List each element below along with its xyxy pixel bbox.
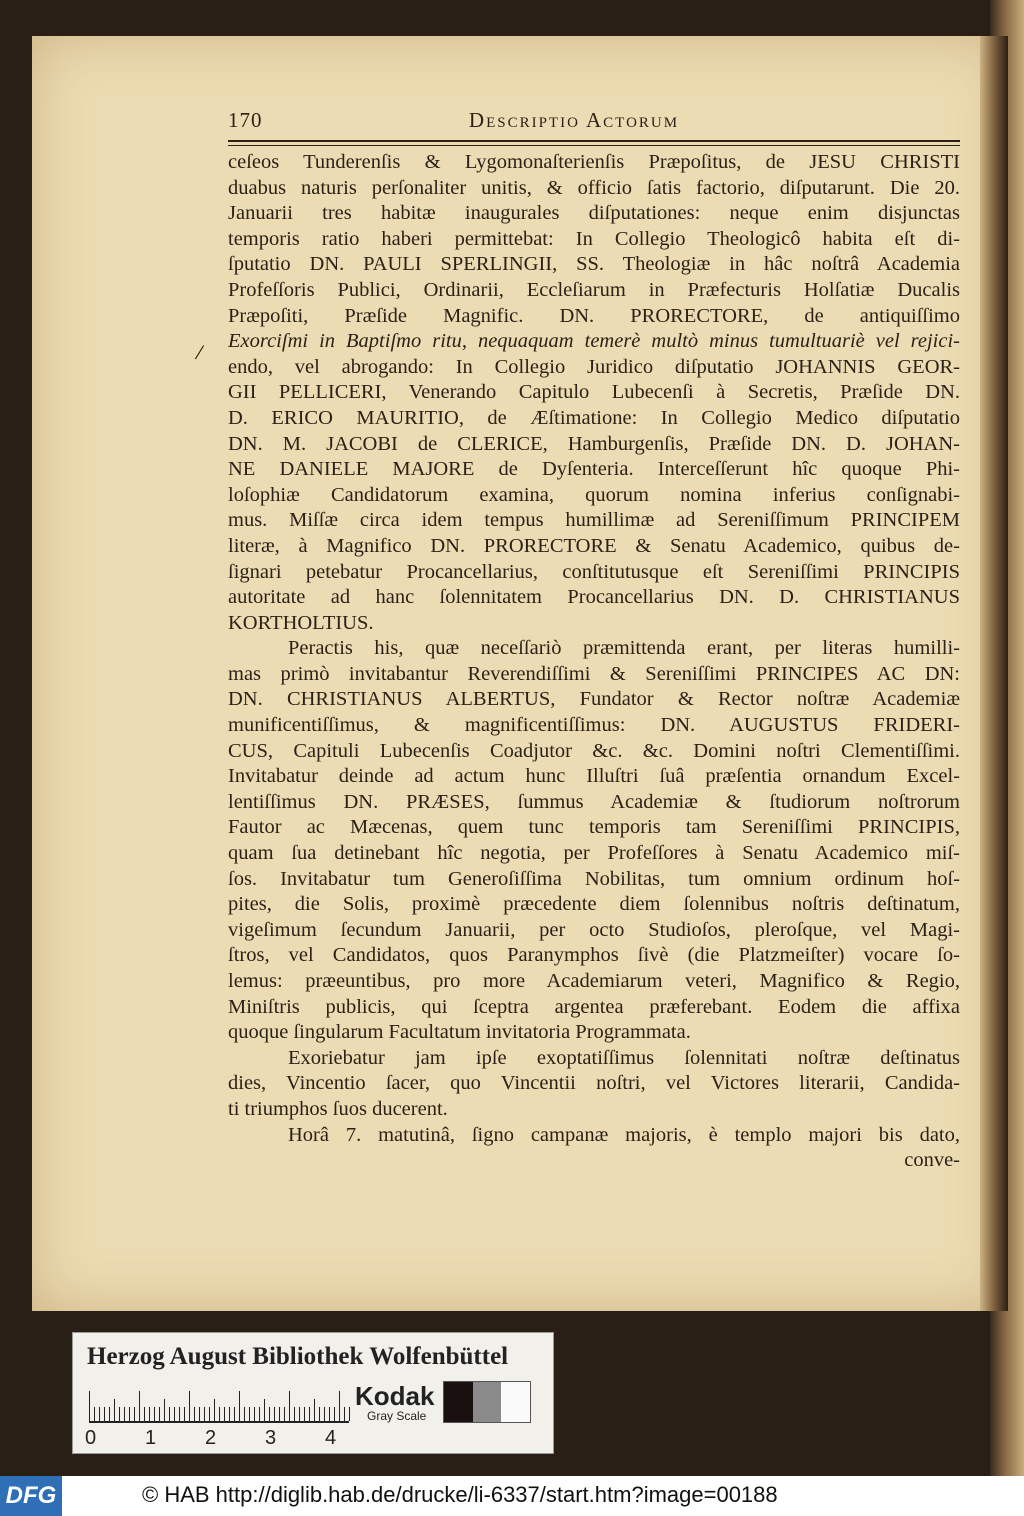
text-line: DN. CHRISTIANUS ALBERTUS, Fundator & Rector noſtræ Academiæ xyxy=(228,688,960,711)
gray-patch-mid xyxy=(473,1382,502,1422)
ruler-tick xyxy=(104,1407,105,1421)
ruler-tick xyxy=(199,1407,200,1421)
text-line: lemus: præeuntibus, pro more Academiarum veteri, Magnifico & Regio, xyxy=(228,970,960,992)
text-line: Exoriebatur jam ipſe exoptatiſſimus ſolennitati noſtræ deſtinatus xyxy=(288,1046,960,1069)
ruler-tick xyxy=(294,1407,295,1421)
ruler-tick xyxy=(114,1399,115,1421)
scale-ruler xyxy=(89,1389,349,1423)
ruler-number: 0 xyxy=(85,1427,97,1449)
text-line: quoque ſingularum Facultatum invitatoria Programmata. xyxy=(228,1021,691,1044)
ruler-tick xyxy=(259,1407,260,1421)
ruler-tick xyxy=(159,1407,160,1421)
text-line: munificentiſſimus, & magnificentiſſimus: DN. AUGUSTUS FRIDERI- xyxy=(228,714,960,737)
text-line: ſputatio DN. PAULI SPERLINGII, SS. Theologiæ in hâc noſtrâ Academia xyxy=(228,253,960,276)
credit-link[interactable]: © HAB http://diglib.hab.de/drucke/li-6337/start.htm?image=00188 xyxy=(142,1482,778,1507)
page-number: 170 xyxy=(228,108,263,132)
ruler-tick xyxy=(314,1399,315,1421)
text-line: conve- xyxy=(904,1149,960,1172)
running-head-title: Descriptio Actorum xyxy=(468,108,680,132)
text-line: Exorciſmi in Baptiſmo ritu, nequaquam temerè multò minus tumultuariè vel rejici- xyxy=(228,330,960,353)
ruler-number: 2 xyxy=(205,1427,217,1449)
ruler-tick xyxy=(269,1407,270,1421)
library-name: Herzog August Bibliothek Wolfenbüttel xyxy=(87,1343,509,1370)
color-target-card xyxy=(72,1332,554,1454)
text-line: quam ſua detinebant hîc negotia, per Profeſſores à Senatu Academico miſ- xyxy=(228,842,960,865)
gray-patches xyxy=(443,1381,531,1423)
text-line: mus. Miſſæ circa idem tempus humillimæ ad Sereniſſimum PRINCIPEM xyxy=(228,509,960,532)
text-lines xyxy=(228,150,960,1174)
ruler-tick xyxy=(134,1407,135,1421)
ruler-number: 1 xyxy=(145,1427,157,1449)
ruler-tick xyxy=(344,1407,345,1421)
kodak-logo: Kodak xyxy=(355,1381,435,1411)
ruler-tick xyxy=(309,1407,310,1421)
ruler-tick xyxy=(174,1407,175,1421)
ruler-tick xyxy=(254,1407,255,1421)
ruler-tick xyxy=(324,1407,325,1421)
ruler-tick xyxy=(329,1407,330,1421)
text-line: DN. M. JACOBI de CLERICE, Hamburgenſis, Præſide DN. D. JOHAN- xyxy=(228,432,960,455)
text-line: Peractis his, quæ neceſſariò præmittenda erant, per literas humilli- xyxy=(288,637,960,660)
text-line: pites, die Solis, proximè præcedente diem ſolennibus noſtris deſtinatum, xyxy=(228,893,960,916)
ruler-tick xyxy=(179,1407,180,1421)
ruler-tick xyxy=(279,1407,280,1421)
page-gutter xyxy=(980,36,1008,1311)
text-line: Horâ 7. matutinâ, ſigno campanæ majoris, è templo majori bis dato, xyxy=(288,1123,960,1146)
gray-patch-black xyxy=(444,1382,473,1422)
ruler-tick xyxy=(249,1407,250,1421)
text-line: KORTHOLTIUS. xyxy=(228,611,374,634)
footer-bar xyxy=(0,1476,1024,1516)
ruler-tick xyxy=(209,1407,210,1421)
ruler-tick xyxy=(154,1407,155,1421)
ruler-tick xyxy=(334,1407,335,1421)
ruler-tick xyxy=(219,1407,220,1421)
text-line: literæ, à Magnifico DN. PRORECTORE & Senatu Academico, quibus de- xyxy=(228,534,960,557)
ruler-tick xyxy=(144,1407,145,1421)
ruler-tick xyxy=(349,1407,350,1421)
ruler-tick xyxy=(109,1407,110,1421)
ruler-tick xyxy=(189,1391,190,1421)
ruler-number: 4 xyxy=(325,1427,337,1449)
text-line: ſtros, vel Candidatos, quos Paranymphos ſivè (die Platzmeiſter) vocare ſo- xyxy=(228,944,960,967)
text-line: ſos. Invitabatur tum Generoſiſſima Nobilitas, tum omnium ordinum hoſ- xyxy=(228,867,960,890)
ruler-tick xyxy=(229,1407,230,1421)
text-line: temporis ratio haberi permittebat: In Collegio Theologicô habita eſt di- xyxy=(228,227,960,250)
text-line: Invitabatur deinde ad actum hunc Illuſtri ſuâ præſentia ornandum Excel- xyxy=(228,765,960,788)
gray-scale-label: Gray Scale xyxy=(367,1409,427,1423)
ruler-tick xyxy=(124,1407,125,1421)
ruler-numbers xyxy=(85,1427,365,1449)
text-line: Januarii tres habitæ inaugurales diſputationes: neque enim disjunctas xyxy=(228,202,960,225)
dfg-logo: DFG xyxy=(0,1476,62,1516)
text-line: CUS, Capituli Lubecenſis Coadjutor &c. &c. Domini noſtri Clementiſſimi. xyxy=(228,739,960,762)
ruler-tick xyxy=(339,1391,340,1421)
text-line: ſignari petebatur Procancellarius, conſtitutusque eſt Sereniſſimi PRINCIPIS xyxy=(228,560,960,583)
text-line: endo, vel abrogando: In Collegio Juridico diſputatio JOHANNIS GEOR- xyxy=(228,355,960,378)
ruler-tick xyxy=(89,1391,90,1421)
head-rule xyxy=(228,140,960,146)
ruler-tick xyxy=(139,1391,140,1421)
ruler-tick xyxy=(99,1407,100,1421)
running-head xyxy=(228,108,960,138)
ruler-tick xyxy=(184,1407,185,1421)
ruler-tick xyxy=(129,1407,130,1421)
ruler-tick xyxy=(169,1407,170,1421)
text-line: dies, Vincentio ſacer, quo Vincentii noſtri, vel Victores literarii, Candida- xyxy=(228,1072,960,1095)
text-line: Profeſſoris Publici, Ordinarii, Eccleſiarum in Præfecturis Holſatiæ Ducalis xyxy=(228,278,960,301)
ruler-number: 3 xyxy=(265,1427,277,1449)
text-line: autoritate ad hanc ſolennitatem Procancellarius DN. D. CHRISTIANUS xyxy=(228,586,960,609)
text-line: ti triumphos ſuos ducerent. xyxy=(228,1097,448,1120)
ruler-tick xyxy=(234,1407,235,1421)
ruler-tick xyxy=(94,1407,95,1421)
ruler-tick xyxy=(274,1407,275,1421)
ruler-tick xyxy=(204,1407,205,1421)
ruler-tick xyxy=(319,1407,320,1421)
page-text xyxy=(228,108,960,1174)
text-line: NE DANIELE MAJORE de Dyſenteria. Interceſſerunt hîc quoque Phi- xyxy=(228,458,960,481)
ruler-tick xyxy=(239,1391,240,1421)
text-line: lentiſſimus DN. PRÆSES, ſummus Academiæ & ſtudiorum noſtrorum xyxy=(228,790,960,813)
ruler-tick xyxy=(244,1407,245,1421)
ruler-tick xyxy=(284,1407,285,1421)
text-line: GII PELLICERI, Venerando Capitulo Lubecenſi à Secretis, Præſide DN. xyxy=(228,381,960,404)
ruler-tick xyxy=(214,1399,215,1421)
margin-annotation: ⁄ xyxy=(198,343,202,364)
text-line: vigeſimum ſecundum Januarii, per octo Studioſos, pleroſque, vel Magi- xyxy=(228,918,960,941)
ruler-tick xyxy=(264,1399,265,1421)
ruler-tick xyxy=(164,1399,165,1421)
text-line: loſophiæ Candidatorum examina, quorum nomina inferius conſignabi- xyxy=(228,483,960,506)
ruler-tick xyxy=(299,1407,300,1421)
ruler-tick xyxy=(304,1407,305,1421)
text-line: duabus naturis perſonaliter unitis, & officio ſatis factorio, diſputarunt. Die 20. xyxy=(228,176,960,199)
text-line: mas primò invitabantur Reverendiſſimi & Sereniſſimi PRINCIPES AC DN: xyxy=(228,662,960,685)
ruler-tick xyxy=(224,1407,225,1421)
text-line: Fautor ac Mæcenas, quem tunc temporis tam Sereniſſimi PRINCIPIS, xyxy=(228,816,960,839)
text-line: Præpoſiti, Præſide Magnific. DN. PRORECTORE, de antiquiſſimo xyxy=(228,304,960,327)
text-line: ceſeos Tunderenſis & Lygomonaſterienſis Præpoſitus, de JESU CHRISTI xyxy=(228,151,960,173)
ruler-tick xyxy=(289,1391,290,1421)
ruler-tick xyxy=(149,1407,150,1421)
ruler-tick xyxy=(194,1407,195,1421)
text-line: D. ERICO MAURITIO, de Æſtimatione: In Collegio Medico diſputatio xyxy=(228,406,960,429)
text-line: Miniſtris publicis, qui ſceptra argentea præferebant. Eodem die affixa xyxy=(228,995,960,1018)
gray-patch-white xyxy=(501,1382,530,1422)
ruler-tick xyxy=(119,1407,120,1421)
